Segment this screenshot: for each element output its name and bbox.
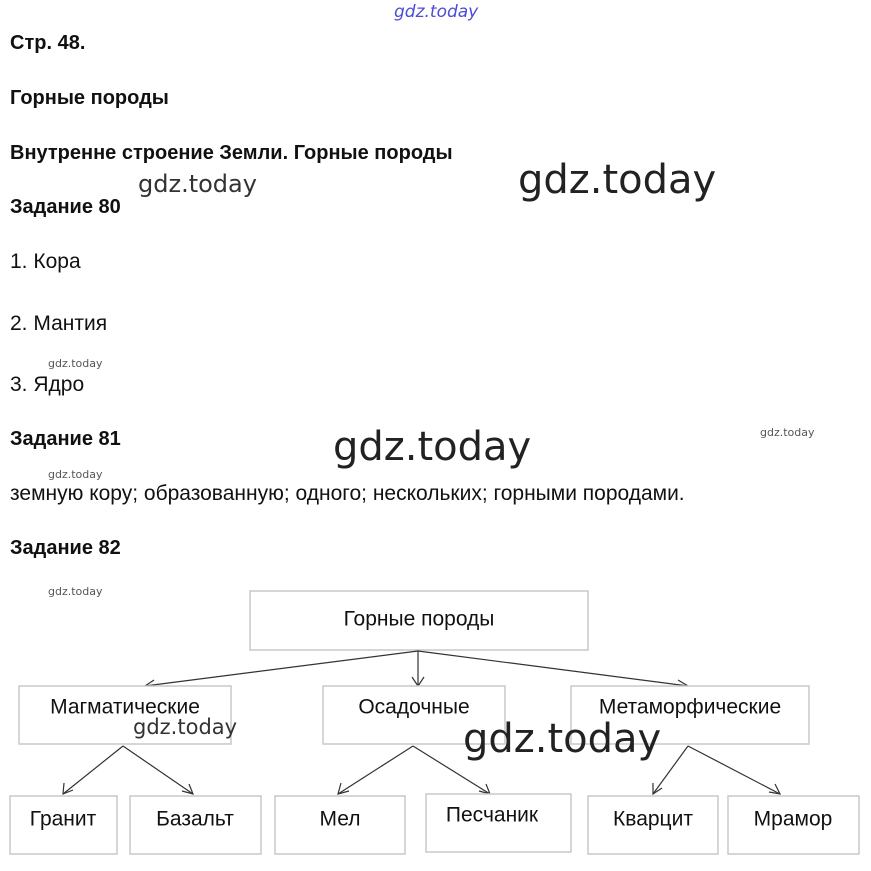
task-80-item-1: 1. Кора (10, 250, 81, 273)
topic-title: Внутренне строение Земли. Горные породы (10, 142, 453, 164)
section-title: Горные породы (10, 87, 169, 109)
task-81-answer: земную кору; образованную; одного; нескольких; горными породами. (10, 482, 685, 505)
watermark: gdz.today (760, 426, 815, 439)
task-81-heading: Задание 81 (10, 428, 121, 450)
edge-magmatic-granite (63, 746, 123, 794)
diagram-root-label: Горные породы (343, 607, 495, 631)
watermark: gdz.today (518, 157, 717, 203)
edge-root-metamorphic (418, 651, 688, 686)
task-80-item-3: 3. Ядро (10, 373, 85, 396)
diagram-category-metamorphic: Метаморфические (598, 695, 782, 719)
edge-sedimentary-chalk (338, 746, 413, 794)
task-80-heading: Задание 80 (10, 196, 121, 218)
task-80-item-2: 2. Мантия (10, 312, 108, 335)
watermark: gdz.today (138, 170, 257, 198)
diagram-leaf-granite: Гранит (29, 807, 97, 831)
diagram-leaf-marble: Мрамор (753, 807, 833, 831)
watermark-top: gdz.today (394, 2, 479, 22)
edge-root-magmatic (145, 651, 418, 686)
watermark: gdz.today (48, 585, 103, 598)
watermark: gdz.today (48, 468, 103, 481)
edge-metamorphic-marble (688, 746, 780, 794)
diagram-category-magmatic: Магматические (50, 695, 200, 719)
edge-magmatic-basalt (123, 746, 193, 794)
task-82-heading: Задание 82 (10, 537, 121, 559)
diagram-category-sedimentary: Осадочные (358, 695, 470, 719)
diagram-leaf-basalt: Базальт (156, 807, 234, 831)
watermark: gdz.today (463, 716, 662, 762)
watermark: gdz.today (133, 715, 238, 739)
watermark: gdz.today (333, 424, 532, 470)
diagram-leaf-chalk: Мел (319, 807, 361, 831)
watermark: gdz.today (48, 357, 103, 370)
diagram-leaf-sandstone: Песчаник (445, 803, 539, 827)
page-reference: Стр. 48. (10, 32, 86, 54)
diagram-leaf-quartzite: Кварцит (613, 807, 693, 831)
